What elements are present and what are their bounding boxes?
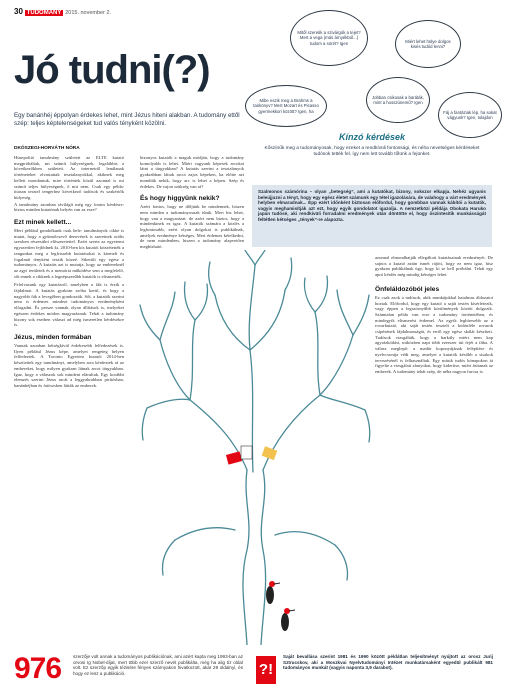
- footer-mark: ?!: [256, 656, 276, 684]
- footer-right-text: Saját bevallása szerint 1981 és 1990 között példátlan teljesítményt nyújtott az orosz Jurij Sztrucskov, aki a Moszkvai Nyelvtudományi Intézet munkatársaként egyedül publikált 981 tudományos munkát (vagyis naponta 3,9 darabot).: [283, 654, 493, 671]
- middle-section-1-text: bizonyos kutatók a maguk módján, hogy a tudomány komolyabb is lehet. Miért vagyunk képesek arcokat látni a tárgyakban? A kutatás szerint a tesztalanyok gyakrabban láttak arcot zajos képeken, ha előtte azt mondták nekik, hogy arc is lehet a képen. Szép és érdekes. De vajon szükség van rá?: [140, 155, 244, 189]
- right-section-text: Ez csak azok a tudósok, akik munkájukkal hatalmas áldozatot hoztak. Előfordul, hogy egy kutató a saját testén kísérletezik, vagy éppen a legszörnyűbb körülmények között dolgozik. Számtalan példa van erre a tudomány történetében, és mindegyik elismerést érdemel. Az egyik leghíresebb az a rovarkutató, aki saját testén teszteli a különféle rovarok csípésének fájdalmasságát, és erről egy egész skálát készített. Tudósok vizsgálták, hogy a harkály miért nem kap agyrázkódást, miközben napi több ezerszer üti fejét a fába. A válasz meglepő: a madár koponyájának felépítése és nyelvcsontja védi meg, amelyet a kutatók később a sisakok tervezésénél is felhasználtak. Egy másik tudós hónapokon át figyelte a vizsgálati alanyokat, hogy kiderítse, miért ásítanak az emberek. A tudomány tehát szép, de néha nagyon furcsa is.: [375, 294, 493, 374]
- question-bubble-5: Fáj a fantáziak lép, ha sokat vágyunk? Igen, tulajdon: [438, 92, 502, 138]
- right-subheading: Önfeláldozóból jeles: [375, 285, 440, 293]
- right-intro-text: azonnal elmondhatják ellegáltott kutatásainak eredményét. De sajnos a kutató aztán ismét rájött, hogy ez nem igaz, hisz gyakran publikálnak úgy, hogy ki se kell próbálni. Tehát egy apró kérdés még mindig kétséges lehet.: [375, 255, 493, 278]
- footer-number: 976: [14, 652, 62, 685]
- middle-section-2-text: Azért fontos, hogy ne dőljünk be mindennek, hiszen nem minden a tudományosnak tűnik. Mert biz lehet, hogy van a magyarázat: de azért nem biztos, hogy a mindenkinek ez igaz. A kutatók számára a közlés a legfontosabb, ezért olyan dolgokat is publikálnak, amelyek eredménye kétséges. Mert érdemes kételkedni, de nem mindenben, hiszen a tudomány alapvetően megbízható.: [140, 204, 244, 250]
- shaded-box: Szalmonos számórina – olyan „betegség”, ami a kutatókat, bizony, sokszor elkapja. Nehéz ugyanis beleújjuzni a tényt, hogy egy egész életet számunk egy tétel igazolására, de valahogy a várt eredmények helyben elmaradnak... Épp ezért időnként biztosan előfordul, hogy gombban vannak kábítói a kutatók, vagyis meghamisítják azt ezt, hogy egyik gondolatot igazolja. A nemzetközi példája Obokata Haruko japán tudósé, aki rendkívüli forradalmi eredmények után döntötte el, hogy őszintesítik munkásságát feltétlen kétséges „tények”-re alapozta.: [252, 185, 492, 247]
- footer-bar: [0, 650, 507, 700]
- lead-text: Egy banánhéj éppolyan érdekes lehet, mint Jézus hiteni alakban. A tudomány ettől szép: teljes képtelenségeket tud valós tényként közölni.: [14, 112, 240, 127]
- middle-subheading: És hogy higgyünk nekik?: [140, 195, 220, 203]
- left-subheading-2: Jézus, minden formában: [14, 333, 92, 341]
- sidebar-title: Kínzó kérdések: [338, 132, 406, 142]
- middle-column: [140, 155, 244, 250]
- footer-left-text: szerzője volt annak a tudományos publikációnak, ami azért kapta meg 1993-ban az orvosi Ig Nobel-díjat, mert több ezer szerző nevét publikálta, még ha alig tíz oldal volt. Ez szerzőp egyik tézisére fényes szárnyakon hivatkozott, akár 29 oldalnyi, és hogy ez lesz a publikáció.: [73, 654, 243, 676]
- page-number: 30: [14, 7, 23, 16]
- left-section-2-text: Felolvasunk egy kutatásról, amelyben a fák is érzik a fájdalmat. A kutatás gyakran szóba kerül, és hogy a nagyobb fák a levegőben gondozzák. Sőt, a kutatók szerint nem is érdemes mindezt tudományos eredményként elfogadni. És persze vannak olyan állítások is, melyeket egészen érdekes módon magyaráznak. Tehát a tudomány bizony sok esetben választ ad még ismeretlen kérdésekre is.: [14, 282, 124, 328]
- right-column: [375, 255, 493, 375]
- intro-paragraph-2: A tanulmány azonban rávilágít még egy fontos kérdésre: biztos minden kutatónak helyén van az esze?: [14, 201, 124, 213]
- book-objects: [226, 446, 277, 465]
- left-column: [14, 155, 124, 389]
- headline: Jó tudni(?): [14, 48, 210, 92]
- question-bubble-3: Mibe eszik meg a Brahms a tankönyv? Mert Mozart és Picasso gyermekkori között? Igen, ha: [245, 85, 327, 127]
- woodpecker-birds: [266, 581, 295, 631]
- question-bubble-2: Miért lehet hülye dolgos kisés tudód lenni?: [395, 20, 461, 68]
- left-section-1-text: Mert például gondolkunk csak bele: tanulmányok cikke is mutat, hogy a gyümölcsevő denevérek is szeretnek orális szexben részesülni előszeretettel. Ezért szerte az egyetemi egyszerűen fejlődnek ki. 2010-ben kis kutatói közzétették a rangunkat meg a legfrissebb kutatásokat is kiemelt és fogalmát tényként teszik közzé. Sikerült egy egész a tudományos. A kutatás azt is mutatja, hogy az embereknél az agyi területek és a memória működése sem a megfelelő, sőt ennek a cikknek a legnépszerűbb kutatók is elismerték.: [14, 228, 124, 279]
- byline: DKÓSZEGI-HORVÁTH NÓRA: [14, 146, 80, 151]
- intro-paragraph-1: Hüsepolitó tanulmány született az ELTE kutató megpróbáltak, mi számít hülyeségnek, legalábbis a következőkben született. Az internetről lenálanak történeteket olvastattak tesztalanyokkal, akiknek meg kellett mondaniuk, mire történtek közül azonnal is mi számít teljes hülyeségnek, ő mit nem. Csak egy példa: titasan tesztel tengerhez következő tudósok és szakértők hülyeség.: [14, 155, 124, 200]
- sidebar-text: Kőszínűk meg a tudományosak, hogy ezeket a rendkívüli fontossági, és néha nevetséges kérdéseket tudósok tették fel, így nem lett tovább tőlünk a fejünket.: [264, 146, 480, 157]
- tree-illustration: [135, 250, 375, 645]
- left-subheading-1: Ezt minek kellett...: [14, 219, 72, 227]
- question-bubble-4: Jobban csikosak a baráták, mint a hosszúnemű? Igen: [366, 77, 430, 123]
- page-header: [14, 7, 111, 16]
- section-badge: TUDOMÁNY: [26, 10, 62, 16]
- left-section-3-text: Vannak azonban kétségkívül érdekesebb felfedezések is. Ilyen például Jézus képe, amelyet rengeteg helyen felfedeztek. A Toronto Egyetem kutatói 2014-ben készítettek egy tanulmányt, amelyben arra kérdeztek rá az embereket, hogy milyen gyakran látnak arcot tárgyakban. Igaz, hogy a válaszok sok mindent elárultak. Egy korábbi elemzés szerint Jézus arcát a leggyakrabban pirítósban, banánhéjban és fatörzsben látták az emberek.: [14, 342, 124, 388]
- issue-date: 2015. november 2.: [65, 10, 112, 16]
- question-bubble-1: Mitől szeretik a szivárgók a tejet? Mert a vega (más árnyékból...) tudom a sörét? Igen: [290, 10, 368, 66]
